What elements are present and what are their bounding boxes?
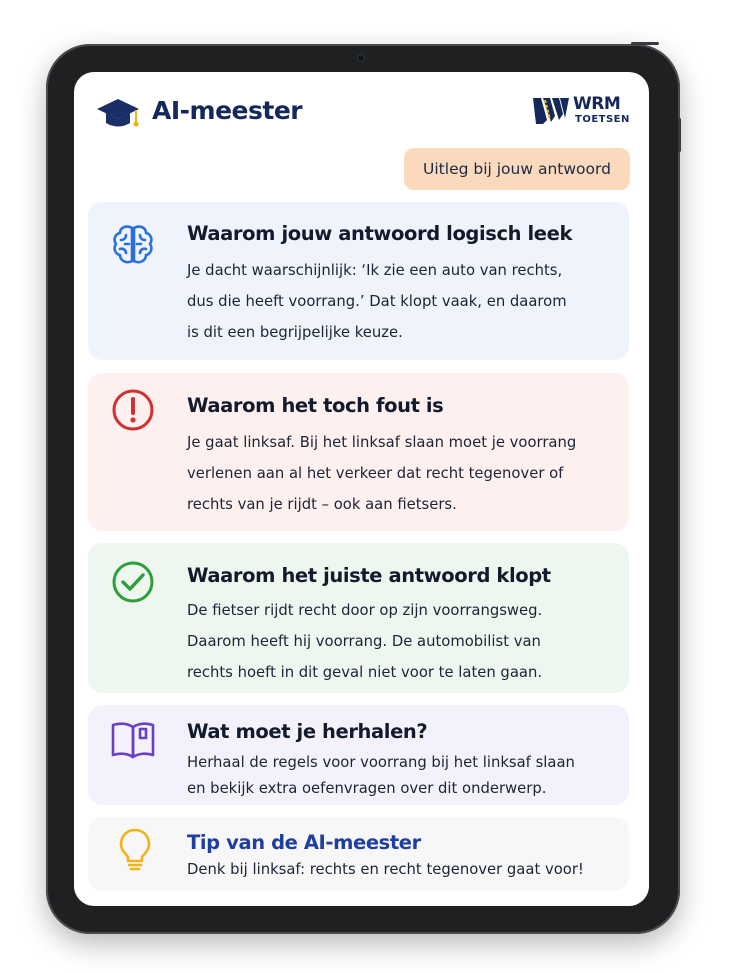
card-title: Waarom jouw antwoord logisch leek	[187, 222, 573, 245]
card-tip	[88, 817, 629, 891]
warning-circle-icon	[108, 385, 158, 435]
card-line: verlenen aan al het verkeer dat recht tegenover of	[187, 465, 564, 482]
graduation-cap-icon	[96, 96, 140, 132]
card-body	[187, 857, 611, 883]
card-line: dus die heeft voorrang.’ Dat klopt vaak, en daarom	[187, 293, 567, 310]
card-line: rechts hoeft in dit geval niet voor te laten gaan.	[187, 664, 543, 681]
card-line: is dit een begrijpelijke keuze.	[187, 324, 403, 341]
card-line: Daarom heeft hij voorrang. De automobilist van	[187, 633, 541, 650]
card-line: en bekijk extra oefenvragen over dit onderwerp.	[187, 780, 547, 797]
card-review	[88, 705, 629, 805]
brain-icon	[108, 220, 158, 270]
card-line: De fietser rijdt recht door op zijn voorrangsweg.	[187, 602, 543, 619]
check-circle-icon	[108, 557, 158, 607]
app-title: AI-meester	[152, 96, 303, 125]
card-correct-answer	[88, 543, 629, 693]
brand-subtitle: TOETSEN	[575, 114, 630, 125]
brand-name: WRM	[573, 94, 621, 114]
screen	[74, 72, 649, 906]
card-line: rechts van je rijdt – ook aan fietsers.	[187, 496, 457, 513]
card-title: Waarom het juiste antwoord klopt	[187, 564, 551, 587]
book-icon	[108, 715, 158, 765]
card-title: Wat moet je herhalen?	[187, 720, 428, 743]
card-line: Je gaat linksaf. Bij het linksaf slaan moet je voorrang	[187, 434, 577, 451]
card-title: Waarom het toch fout is	[187, 394, 444, 417]
card-logical-answer	[88, 202, 629, 360]
card-line: Denk bij linksaf: rechts en recht tegenover gaat voor!	[187, 861, 584, 878]
wrm-logo-mark	[533, 96, 571, 126]
card-line: Je dacht waarschijnlijk: ‘Ik zie een auto van rechts,	[187, 262, 563, 279]
card-body	[187, 595, 611, 688]
card-why-wrong	[88, 373, 629, 531]
card-body	[187, 255, 611, 348]
card-body	[187, 750, 611, 802]
brand-logo	[533, 94, 631, 134]
tip-title: Tip van de AI-meester	[187, 831, 421, 854]
card-body	[187, 427, 611, 520]
volume-button	[678, 118, 681, 152]
card-line: Herhaal de regels voor voorrang bij het linksaf slaan	[187, 754, 575, 771]
explanation-chip[interactable]: Uitleg bij jouw antwoord	[404, 148, 630, 190]
power-button	[631, 42, 659, 45]
front-camera	[357, 54, 365, 62]
lightbulb-icon	[110, 825, 160, 875]
app-header	[96, 94, 631, 138]
